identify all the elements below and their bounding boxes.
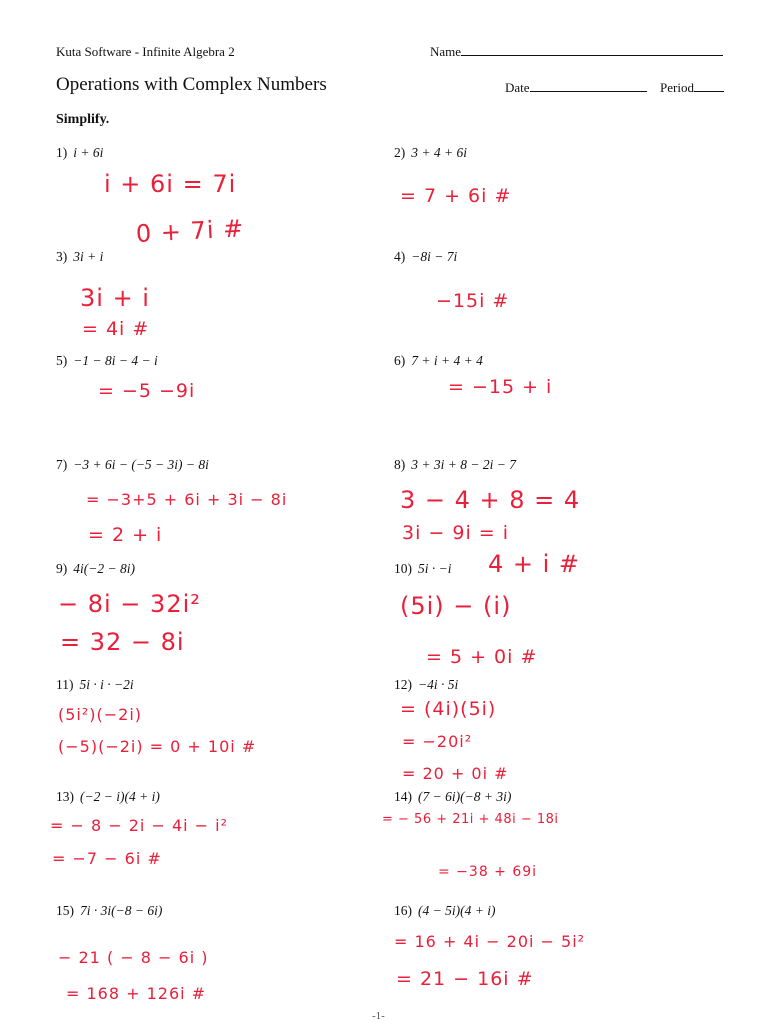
name-blank[interactable] — [461, 55, 723, 56]
handwritten-work: − 21 ( − 8 − 6i ) — [58, 948, 209, 967]
problem-number: 10) — [394, 561, 412, 576]
handwritten-work: i + 6i = 7i — [104, 170, 237, 198]
problem-3 — [56, 249, 103, 265]
problem-5 — [56, 353, 158, 369]
handwritten-work: = −20i² — [402, 732, 473, 751]
problem-number: 1) — [56, 145, 68, 160]
date-blank[interactable] — [530, 91, 647, 92]
problem-number: 12) — [394, 677, 412, 692]
problem-expression: 3 + 3i + 8 − 2i − 7 — [411, 457, 516, 472]
handwritten-work: 3i + i — [80, 284, 150, 312]
handwritten-work: (−5)(−2i) = 0 + 10i # — [58, 737, 257, 756]
handwritten-work: = 5 + 0i # — [426, 646, 538, 668]
problem-expression: 5i · i · −2i — [79, 677, 134, 692]
problem-expression: (4 − 5i)(4 + i) — [418, 903, 496, 918]
handwritten-work: 3i − 9i = i — [402, 522, 510, 544]
period-field[interactable] — [660, 80, 724, 96]
problem-number: 3) — [56, 249, 68, 264]
problem-expression: (−2 − i)(4 + i) — [80, 789, 160, 804]
handwritten-work: = 21 − 16i # — [396, 968, 534, 990]
handwritten-work: = − 8 − 2i − 4i − i² — [50, 816, 229, 835]
problem-14 — [394, 789, 511, 805]
problem-10 — [394, 561, 452, 577]
problem-expression: 7i · 3i(−8 − 6i) — [80, 903, 163, 918]
problem-15 — [56, 903, 162, 919]
handwritten-work: (5i) − (i) — [400, 592, 512, 620]
instructions: Simplify. — [56, 112, 110, 127]
problem-number: 9) — [56, 561, 68, 576]
problem-13 — [56, 789, 160, 805]
period-blank[interactable] — [694, 91, 724, 92]
problem-number: 16) — [394, 903, 412, 918]
problem-expression: 3 + 4 + 6i — [411, 145, 467, 160]
handwritten-work: 4 + i # — [488, 550, 581, 578]
handwritten-work: = 168 + 126i # — [66, 984, 207, 1003]
problem-number: 5) — [56, 353, 68, 368]
problem-number: 6) — [394, 353, 406, 368]
problem-4 — [394, 249, 457, 265]
period-label: Period — [660, 80, 694, 95]
handwritten-work: = −5 −9i — [98, 380, 196, 402]
handwritten-work: = 2 + i — [88, 524, 163, 546]
problem-6 — [394, 353, 483, 369]
problem-expression: 3i + i — [73, 249, 104, 264]
handwritten-work: 3 − 4 + 8 = 4 — [400, 486, 581, 514]
problem-expression: (7 − 6i)(−8 + 3i) — [418, 789, 512, 804]
problem-number: 11) — [56, 677, 74, 692]
handwritten-work: = − 56 + 21i + 48i − 18i — [382, 812, 559, 827]
problem-12 — [394, 677, 458, 693]
problem-number: 7) — [56, 457, 68, 472]
name-field[interactable] — [430, 44, 723, 60]
handwritten-work: − 8i − 32i² — [58, 590, 201, 618]
problem-expression: −3 + 6i − (−5 − 3i) − 8i — [73, 457, 209, 472]
problem-number: 4) — [394, 249, 406, 264]
handwritten-work: = −7 − 6i # — [52, 849, 162, 868]
problem-7 — [56, 457, 209, 473]
page-number: -1- — [372, 1010, 385, 1022]
problem-16 — [394, 903, 495, 919]
page-title: Operations with Complex Numbers — [56, 74, 327, 95]
problem-8 — [394, 457, 516, 473]
problem-expression: −8i − 7i — [411, 249, 458, 264]
problem-expression: i + 6i — [73, 145, 104, 160]
handwritten-work: = 4i # — [82, 318, 150, 340]
date-label: Date — [505, 80, 530, 95]
problem-number: 2) — [394, 145, 406, 160]
problem-9 — [56, 561, 135, 577]
handwritten-work: −15i # — [436, 290, 510, 312]
handwritten-work: = −3+5 + 6i + 3i − 8i — [86, 490, 288, 509]
problem-1 — [56, 145, 103, 161]
date-field[interactable] — [505, 80, 647, 96]
problem-number: 14) — [394, 789, 412, 804]
handwritten-work: (5i²)(−2i) — [58, 705, 143, 724]
problem-number: 8) — [394, 457, 406, 472]
handwritten-work: = 32 − 8i — [60, 628, 185, 656]
problem-number: 13) — [56, 789, 74, 804]
problem-expression: 5i · −i — [418, 561, 452, 576]
problem-expression: 7 + i + 4 + 4 — [411, 353, 483, 368]
handwritten-work: = 20 + 0i # — [402, 764, 509, 783]
problem-number: 15) — [56, 903, 74, 918]
publisher-label: Kuta Software - Infinite Algebra 2 — [56, 44, 235, 59]
problem-2 — [394, 145, 467, 161]
problem-expression: 4i(−2 − 8i) — [73, 561, 135, 576]
handwritten-work: = −38 + 69i — [438, 864, 538, 880]
problem-expression: −1 − 8i − 4 − i — [73, 353, 158, 368]
problem-expression: −4i · 5i — [418, 677, 459, 692]
handwritten-work: = 16 + 4i − 20i − 5i² — [394, 932, 586, 951]
handwritten-work: = −15 + i — [448, 376, 553, 398]
name-label: Name — [430, 44, 462, 59]
handwritten-work: 0 + 7i # — [135, 214, 245, 248]
problem-11 — [56, 677, 134, 693]
handwritten-work: = 7 + 6i # — [400, 185, 512, 207]
handwritten-work: = (4i)(5i) — [400, 698, 497, 720]
